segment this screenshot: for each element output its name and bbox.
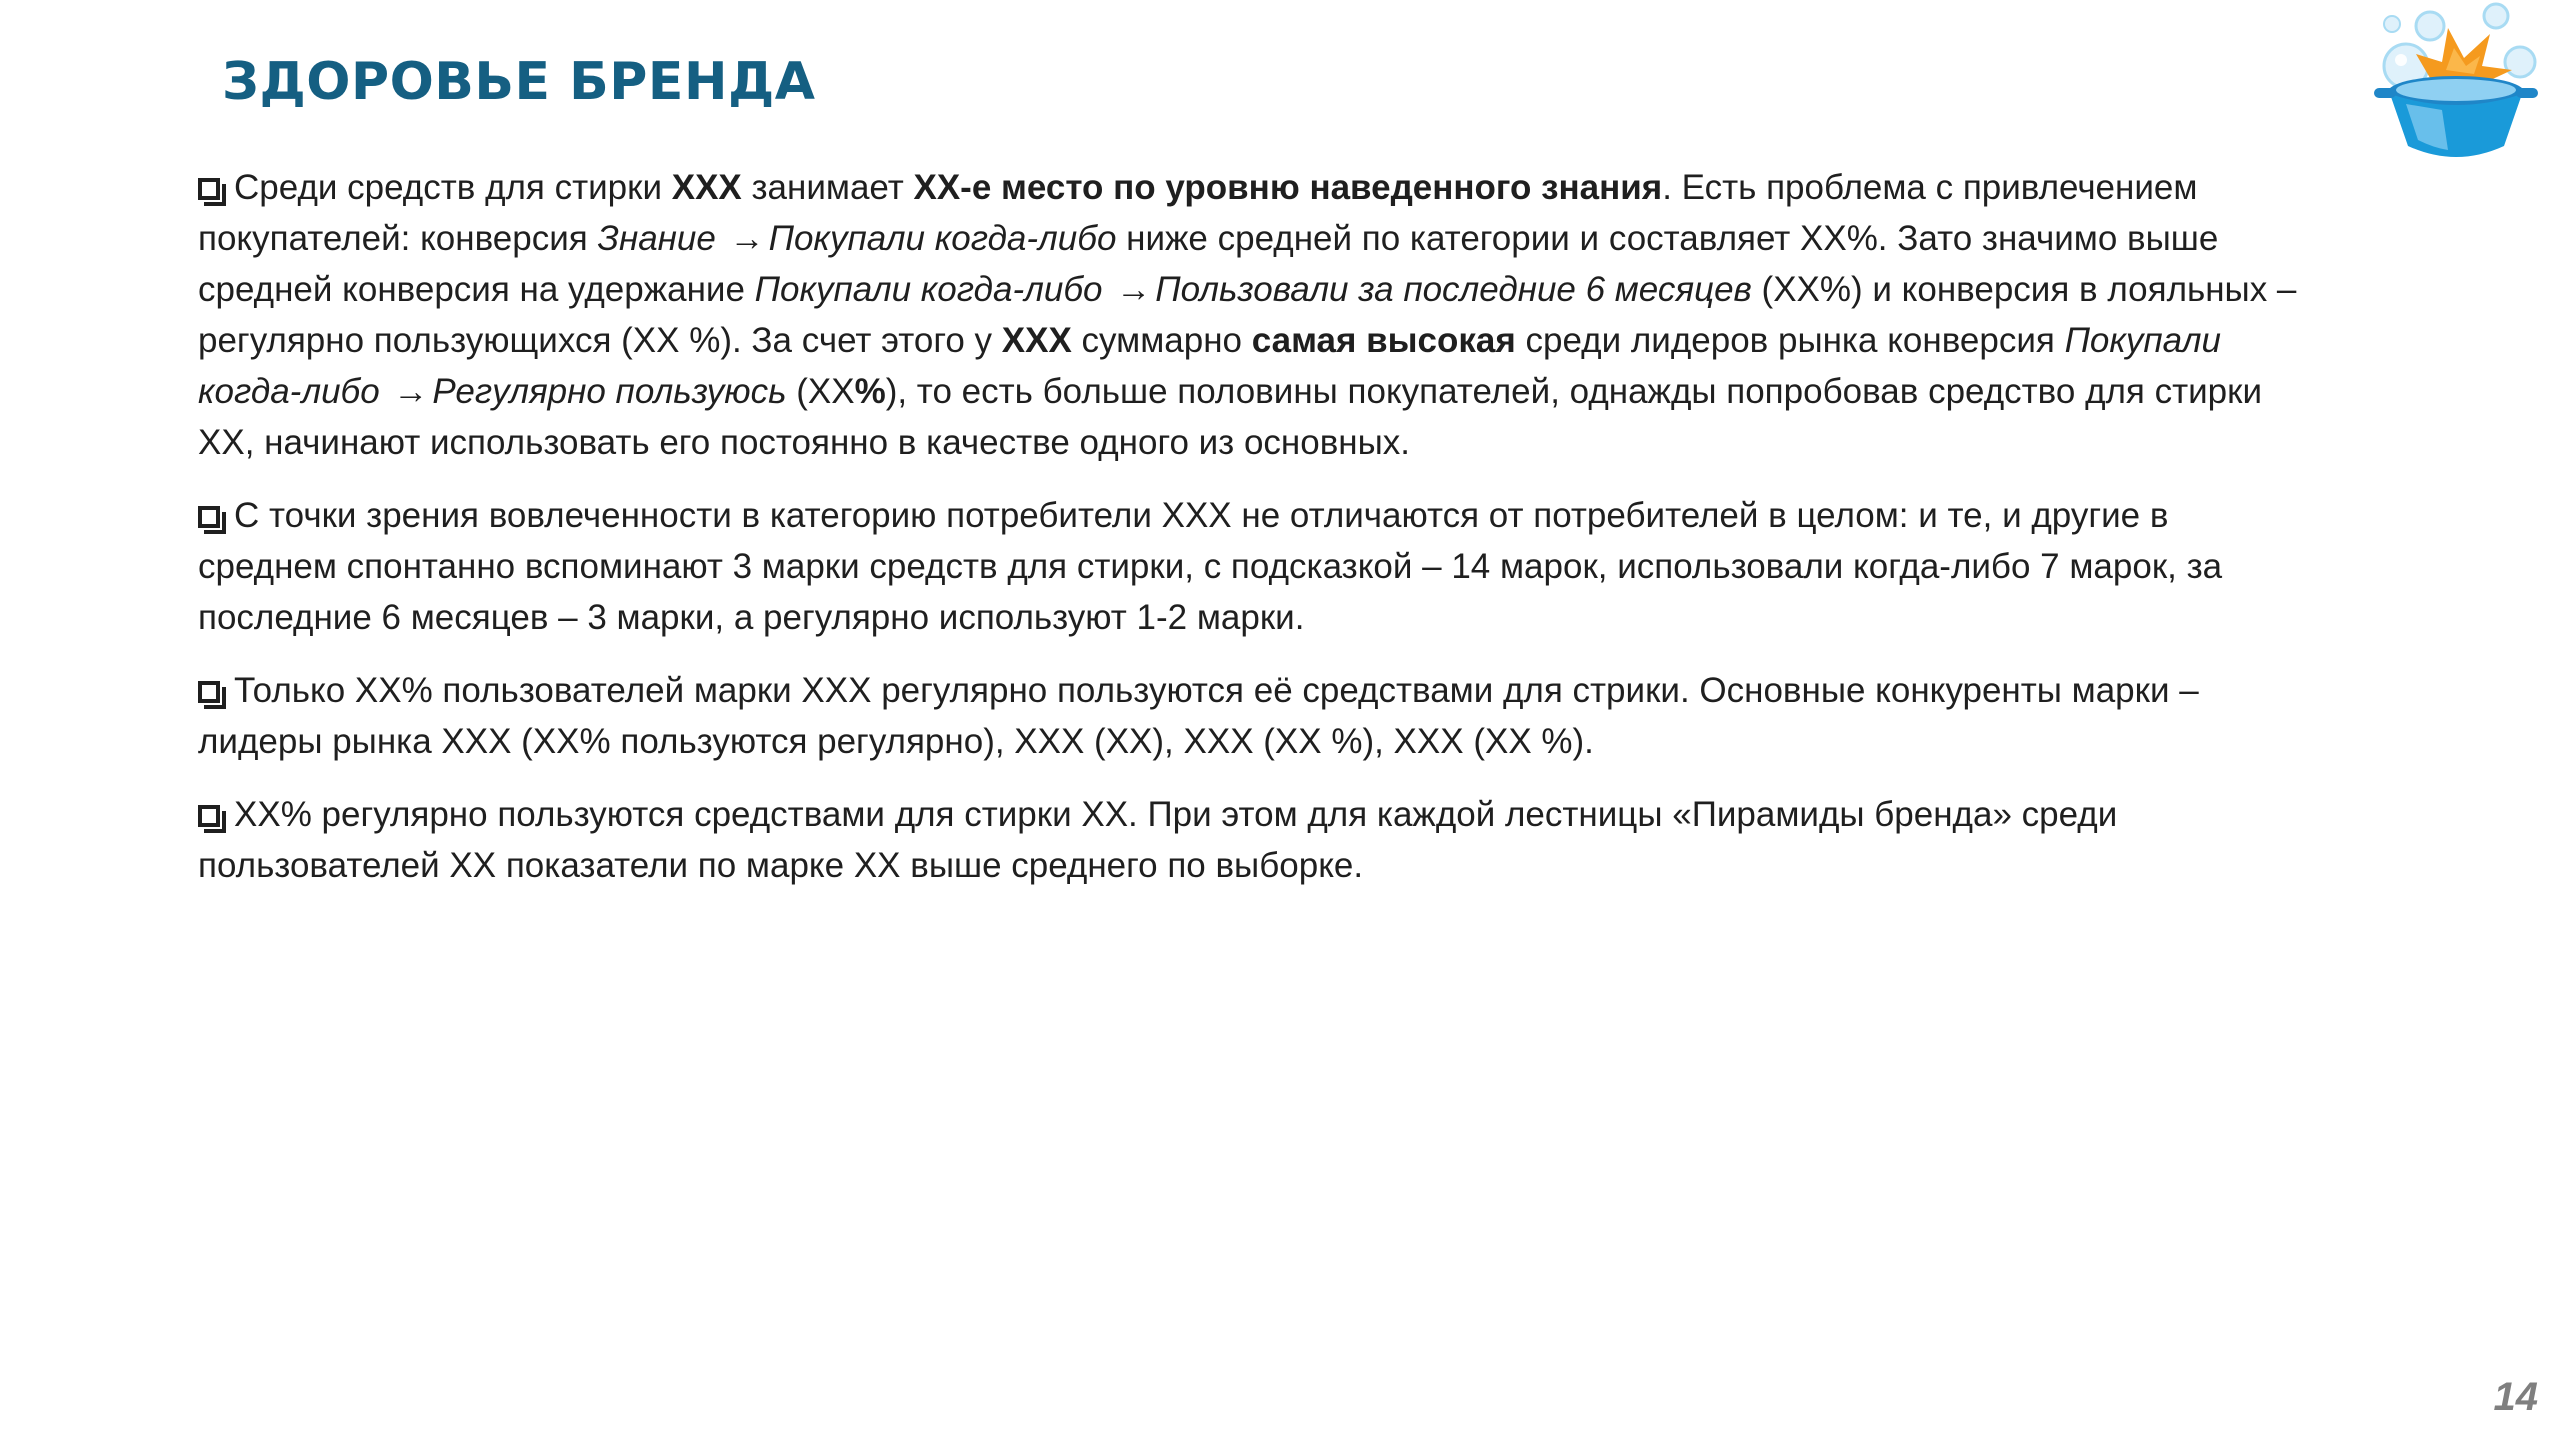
body-text <box>198 162 2298 913</box>
bold-span: % <box>854 372 886 411</box>
bold-span: XXX <box>1001 321 1072 360</box>
text-span: ниже средней по категории и составляет XX%. Зато значимо выше средней конверсия на удержание <box>198 219 2219 309</box>
text-span: суммарно <box>1071 321 1252 360</box>
arrow-right-icon: → <box>729 219 765 258</box>
italic-span: Регулярно пользуюсь <box>432 372 787 411</box>
italic-span: Пользовали за последние 6 месяцев <box>1155 270 1752 309</box>
text-span: . Есть проблема с привлечением покупателей: конверсия <box>198 168 2198 258</box>
text-span: С точки зрения вовлеченности в категорию потребители XXX не отличаются от потребителей в целом: и те, и другие в среднем спонтанно вспоминают 3 марки средств для стирки, с подсказкой – 14 марок, использовали когда-либо 7 марок, за последние 6 месяцев – 3 марки, а регулярно используют 1-2 марки. <box>198 496 2223 637</box>
checkbox-bullet-icon <box>198 681 220 703</box>
text-span: (XX%) и конверсия в лояльных – регулярно пользующихся (XX %). За счет этого у <box>198 270 2297 360</box>
text-span: ), то есть больше половины покупателей, однажды попробовав средство для стирки XX, начинают использовать его постоянно в качестве одного из основных. <box>198 372 2262 462</box>
arrow-right-icon: → <box>393 372 429 411</box>
text-span: XX% регулярно пользуются средствами для стирки XX. При этом для каждой лестницы «Пирамиды бренда» среди пользователей XX показатели по марке XX выше среднего по выборке. <box>198 795 2118 885</box>
page-number: 14 <box>2493 1375 2538 1419</box>
text-span: Среди средств для стирки <box>234 168 672 207</box>
checkbox-bullet-icon <box>198 506 220 528</box>
paragraph-brand-knowledge <box>198 162 2298 468</box>
text-span: занимает <box>741 168 914 207</box>
paragraph-category-involvement <box>198 490 2298 643</box>
italic-span: Знание <box>597 219 716 258</box>
checkbox-bullet-icon <box>198 178 220 200</box>
bold-span: XXX <box>671 168 742 207</box>
paragraph-regular-users <box>198 665 2298 767</box>
bold-span: XX-е место по уровню наведенного знания <box>913 168 1663 207</box>
slide-title: ЗДОРОВЬЕ БРЕНДА <box>222 52 816 112</box>
text-span: (XX <box>786 372 855 411</box>
text-span: Только XX% пользователей марки XXX регулярно пользуются её средствами для стрики. Основные конкуренты марки – лидеры рынка XXX (XX% пользуются регулярно), XXX (XX), XXX (XX %), XXX (XX %). <box>198 671 2199 761</box>
laundry-basin-splash-icon <box>2368 0 2538 170</box>
checkbox-bullet-icon <box>198 805 220 827</box>
text-span: среди лидеров рынка конверсия <box>1515 321 2065 360</box>
italic-span: Покупали когда-либо <box>768 219 1117 258</box>
arrow-right-icon: → <box>1116 270 1152 309</box>
italic-span: Покупали когда-либо <box>754 270 1103 309</box>
bold-span: самая высокая <box>1251 321 1516 360</box>
paragraph-brand-pyramid <box>198 789 2298 891</box>
italic-span: Покупали когда-либо <box>198 321 2221 411</box>
